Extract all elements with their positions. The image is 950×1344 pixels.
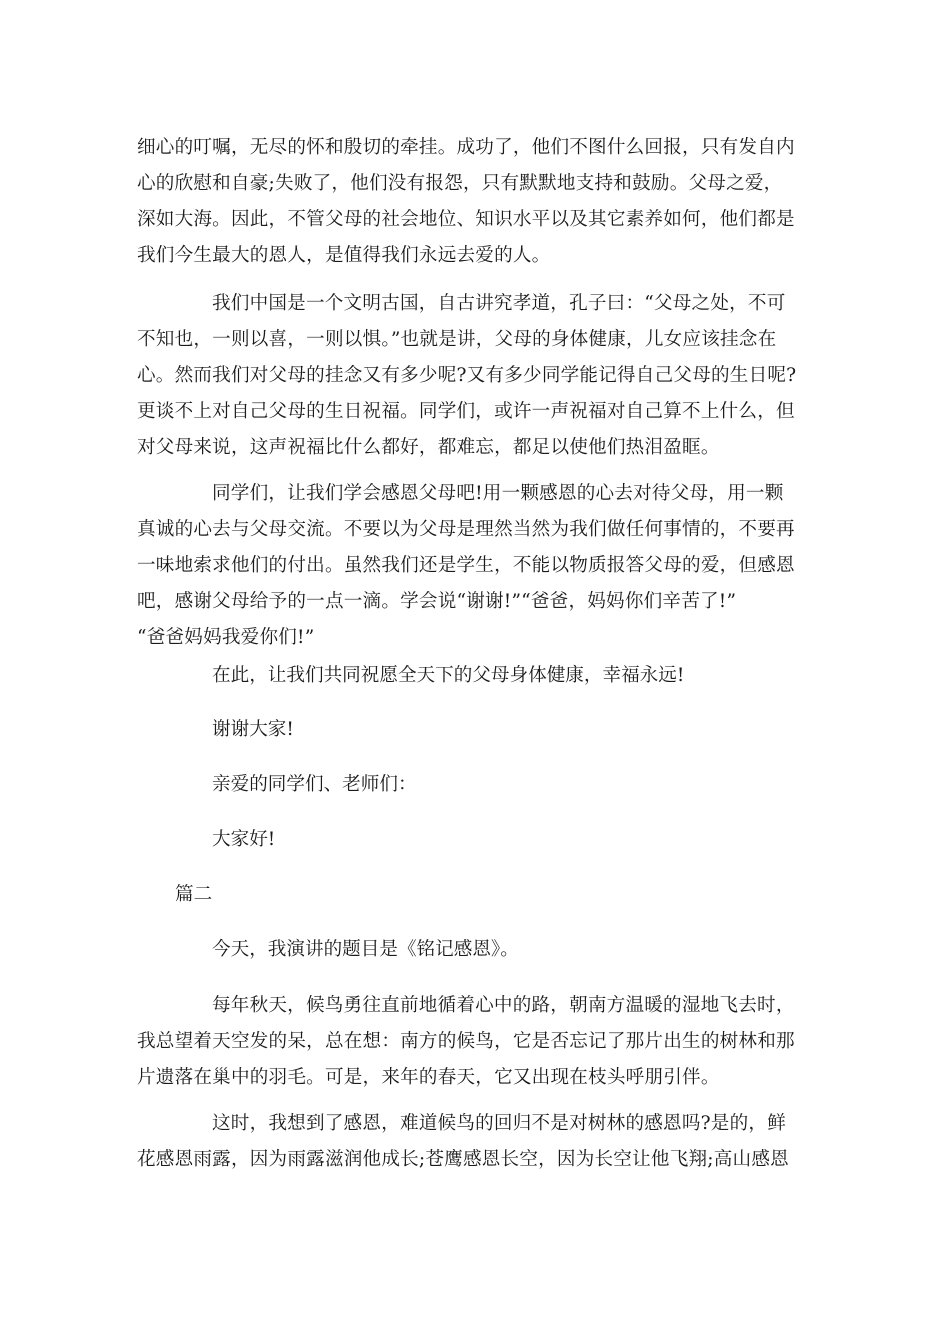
text-line: 我们今生最大的恩人，是值得我们永远去爱的人。 bbox=[137, 245, 551, 266]
text-line: 心。然而我们对父母的挂念又有多少呢?又有多少同学能记得自己父母的生日呢? bbox=[137, 365, 797, 386]
body-paragraph bbox=[137, 286, 810, 466]
text-line: 对父母来说，这声祝福比什么都好，都难忘，都足以使他们热泪盈眶。 bbox=[137, 437, 720, 458]
text-line: 不知也，一则以喜，一则以惧。”也就是讲，父母的身体健康，儿女应该挂念在 bbox=[137, 329, 777, 350]
body-paragraph bbox=[137, 988, 810, 1096]
section-heading: 篇二 bbox=[175, 884, 213, 905]
text-line: 花感恩雨露，因为雨露滋润他成长;苍鹰感恩长空，因为长空让他飞翔;高山感恩 bbox=[137, 1149, 789, 1170]
wish-line: 在此，让我们共同祝愿全天下的父母身体健康，幸福永远! bbox=[212, 665, 685, 686]
body-paragraph bbox=[137, 1106, 810, 1178]
topic-line: 今天，我演讲的题目是《铭记感恩》。 bbox=[212, 939, 519, 960]
text-line: 我总望着天空发的呆，总在想：南方的候鸟，它是否忘记了那片出生的树林和那 bbox=[137, 1031, 795, 1052]
text-line: 一味地索求他们的付出。虽然我们还是学生，不能以物质报答父母的爱，但感恩 bbox=[137, 555, 795, 576]
thanks-line: 谢谢大家! bbox=[212, 719, 294, 740]
text-line: 这时，我想到了感恩，难道候鸟的回归不是对树林的感恩吗?是的，鲜 bbox=[212, 1113, 786, 1134]
body-paragraph bbox=[137, 130, 810, 274]
text-line: 细心的叮嘱，无尽的怀和殷切的牵挂。成功了，他们不图什么回报，只有发自内 bbox=[137, 137, 795, 158]
text-line: 同学们，让我们学会感恩父母吧!用一颗感恩的心去对待父母，用一颗 bbox=[212, 483, 784, 504]
text-line: 深如大海。因此，不管父母的社会地位、知识水平以及其它素养如何，他们都是 bbox=[137, 209, 795, 230]
body-paragraph bbox=[137, 476, 810, 656]
greeting-line: 亲爱的同学们、老师们： bbox=[212, 774, 417, 795]
text-line: 吧，感谢父母给予的一点一滴。学会说“谢谢!”“爸爸，妈妈你们辛苦了!” bbox=[137, 591, 737, 612]
text-line: 每年秋天，候鸟勇往直前地循着心中的路，朝南方温暖的湿地飞去时， bbox=[212, 995, 795, 1016]
hello-line: 大家好! bbox=[212, 829, 276, 850]
text-line: 更谈不上对自己父母的生日祝福。同学们，或许一声祝福对自己算不上什么，但 bbox=[137, 401, 795, 422]
text-line: 心的欣慰和自豪;失败了，他们没有报怨，只有默默地支持和鼓励。父母之爱， bbox=[137, 173, 783, 194]
text-line: 真诚的心去与父母交流。不要以为父母是理然当然为我们做任何事情的，不要再 bbox=[137, 519, 795, 540]
text-line: “爸爸妈妈我爱你们!” bbox=[137, 627, 315, 648]
text-line: 我们中国是一个文明古国，自古讲究孝道，孔子曰：“父母之处，不可 bbox=[212, 293, 786, 314]
text-line: 片遗落在巢中的羽毛。可是，来年的春天，它又出现在枝头呼朋引伴。 bbox=[137, 1067, 720, 1088]
